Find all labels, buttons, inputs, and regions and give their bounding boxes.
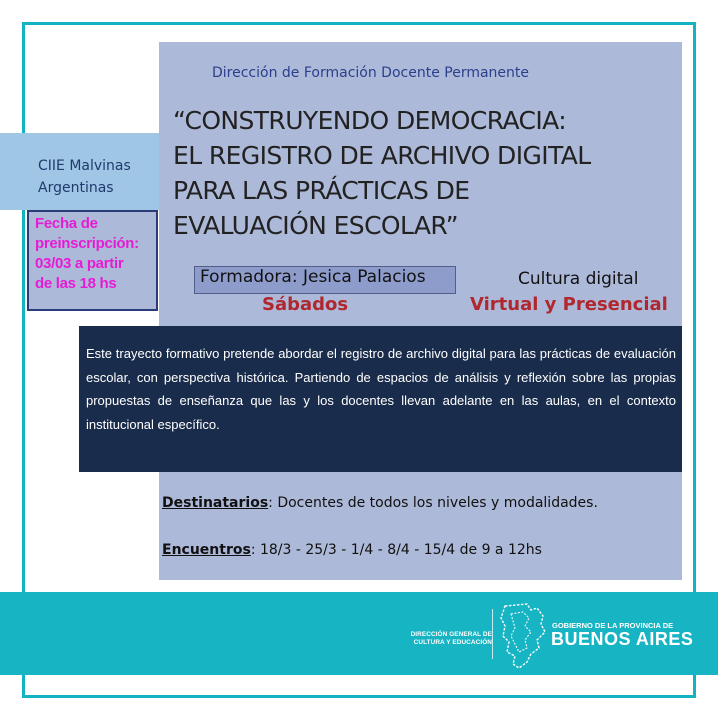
- center-name-line: CIIE Malvinas: [38, 158, 131, 174]
- department-logo-text: [392, 631, 492, 647]
- logo-divider: [492, 609, 493, 659]
- registration-line: Fecha de: [35, 215, 98, 232]
- trainer-label: Formadora: Jesica Palacios: [200, 267, 426, 287]
- province-name: BUENOS AIRES: [551, 629, 694, 649]
- registration-line: 03/03 a partir: [35, 255, 124, 272]
- center-name-line: Argentinas: [38, 180, 114, 196]
- recipients-value: : Docentes de todos los niveles y modalidades.: [268, 495, 598, 511]
- title-line: EVALUACIÓN ESCOLAR”: [173, 211, 458, 240]
- department-line: CULTURA Y EDUCACIÓN: [413, 639, 492, 646]
- meetings-line: [162, 542, 542, 558]
- recipients-label: Destinatarios: [162, 495, 269, 511]
- modality-label: Virtual y Presencial: [470, 294, 668, 315]
- organization-heading: Dirección de Formación Docente Permanente: [212, 65, 530, 81]
- description-text: Este trayecto formativo pretende abordar el registro de archivo digital para las prácticas de evaluación escolar, con perspectiva histórica. Partiendo de espacios de análisis y reflexión sobre las propias propuestas de enseñanza que las y los docentes llevan adelante en las aulas, en el contexto institucional específico.: [86, 346, 676, 432]
- province-map-icon: [497, 602, 547, 672]
- area-label: Cultura digital: [518, 269, 639, 289]
- title-line: PARA LAS PRÁCTICAS DE: [173, 176, 470, 205]
- days-label: Sábados: [262, 294, 349, 315]
- recipients-line: [162, 495, 598, 511]
- registration-line: de las 18 hs: [35, 275, 117, 292]
- meetings-label: Encuentros: [162, 542, 251, 558]
- department-line: DIRECCIÓN GENERAL DE: [410, 631, 492, 638]
- registration-date: [35, 214, 157, 294]
- meetings-value: : 18/3 - 25/3 - 1/4 - 8/4 - 15/4 de 9 a 12hs: [250, 542, 542, 558]
- title-line: “CONSTRUYENDO DEMOCRACIA:: [173, 106, 567, 135]
- center-name: [38, 155, 131, 199]
- course-title: [173, 103, 673, 243]
- title-line: EL REGISTRO DE ARCHIVO DIGITAL: [173, 141, 591, 170]
- registration-line: preinscripción:: [35, 235, 139, 252]
- government-label: GOBIERNO DE LA PROVINCIA DE: [552, 621, 674, 630]
